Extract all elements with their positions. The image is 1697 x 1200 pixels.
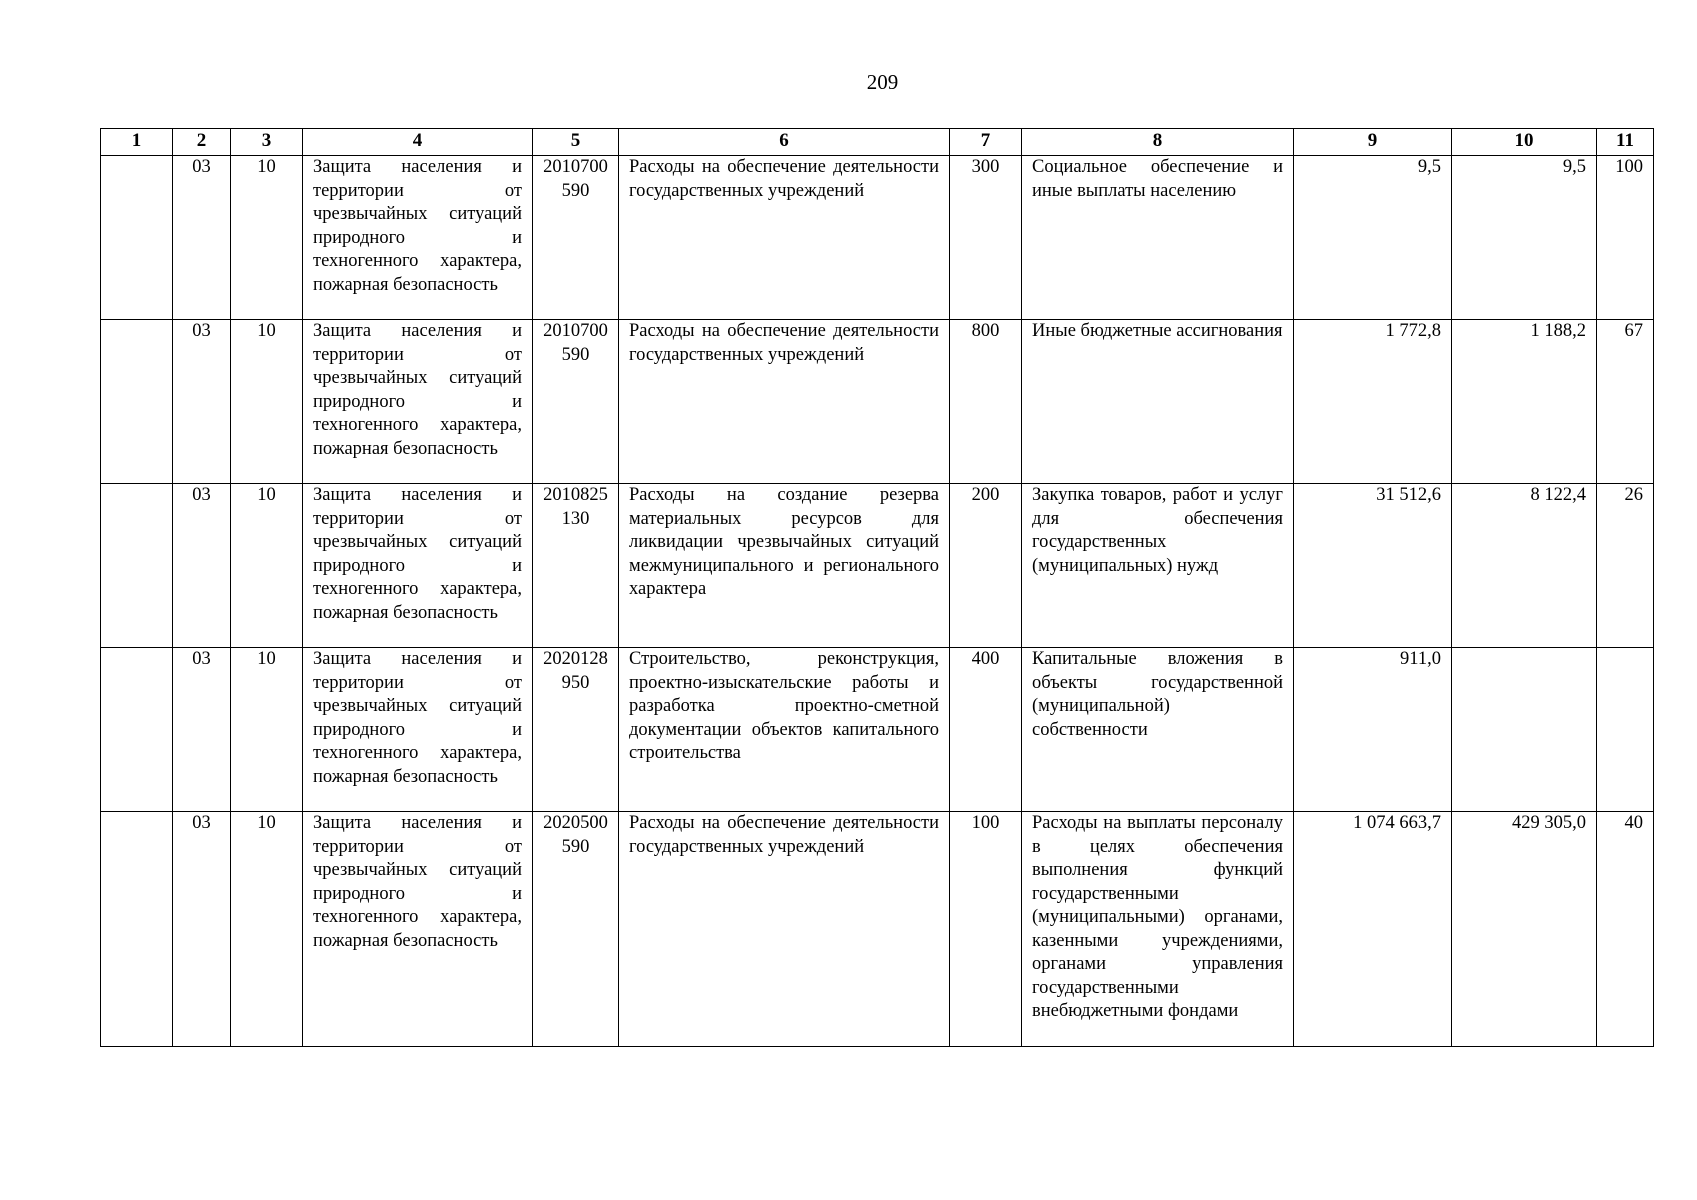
cell-target-article: 2010700590 <box>533 320 619 484</box>
col-header-7: 7 <box>950 129 1022 156</box>
cell-executed: 1 188,2 <box>1452 320 1597 484</box>
cell-section-name: Защита населения и территории от чрезвычайных ситуаций природного и техногенного характера, пожарная безопасность <box>303 484 533 648</box>
table-row <box>101 812 1654 1047</box>
cell-article-name: Расходы на обеспечение деятельности государственных учреждений <box>619 812 950 1047</box>
cell-subsection: 10 <box>231 156 303 320</box>
table-row <box>101 648 1654 812</box>
cell-expense-type: 400 <box>950 648 1022 812</box>
cell-subsection: 10 <box>231 812 303 1047</box>
cell-expense-name: Социальное обеспечение и иные выплаты населению <box>1022 156 1294 320</box>
cell-planned: 1 772,8 <box>1294 320 1452 484</box>
cell-expense-name: Иные бюджетные ассигнования <box>1022 320 1294 484</box>
cell-executed <box>1452 648 1597 812</box>
cell-target-article: 2020500590 <box>533 812 619 1047</box>
cell-c1 <box>101 648 173 812</box>
cell-percent: 100 <box>1597 156 1654 320</box>
cell-article-name: Расходы на создание резерва материальных ресурсов для ликвидации чрезвычайных ситуаций межмуниципального и регионального характера <box>619 484 950 648</box>
cell-section: 03 <box>173 320 231 484</box>
cell-expense-type: 200 <box>950 484 1022 648</box>
table-row <box>101 320 1654 484</box>
col-header-1: 1 <box>101 129 173 156</box>
cell-percent: 40 <box>1597 812 1654 1047</box>
cell-c1 <box>101 156 173 320</box>
cell-subsection: 10 <box>231 320 303 484</box>
cell-c1 <box>101 812 173 1047</box>
cell-section: 03 <box>173 648 231 812</box>
cell-section-name: Защита населения и территории от чрезвычайных ситуаций природного и техногенного характера, пожарная безопасность <box>303 812 533 1047</box>
cell-section: 03 <box>173 156 231 320</box>
table-row <box>101 484 1654 648</box>
cell-expense-name: Капитальные вложения в объекты государственной (муниципальной) собственности <box>1022 648 1294 812</box>
cell-executed: 8 122,4 <box>1452 484 1597 648</box>
cell-target-article: 2010825130 <box>533 484 619 648</box>
cell-section-name: Защита населения и территории от чрезвычайных ситуаций природного и техногенного характера, пожарная безопасность <box>303 648 533 812</box>
cell-article-name: Расходы на обеспечение деятельности государственных учреждений <box>619 156 950 320</box>
cell-target-article: 2020128950 <box>533 648 619 812</box>
cell-executed: 9,5 <box>1452 156 1597 320</box>
cell-section: 03 <box>173 484 231 648</box>
cell-expense-type: 100 <box>950 812 1022 1047</box>
table-row <box>101 156 1654 320</box>
cell-section: 03 <box>173 812 231 1047</box>
cell-planned: 911,0 <box>1294 648 1452 812</box>
cell-article-name: Строительство, реконструкция, проектно-изыскательские работы и разработка проектно-сметной документации объектов капитального строительства <box>619 648 950 812</box>
col-header-9: 9 <box>1294 129 1452 156</box>
cell-percent: 67 <box>1597 320 1654 484</box>
cell-percent: 26 <box>1597 484 1654 648</box>
cell-section-name: Защита населения и территории от чрезвычайных ситуаций природного и техногенного характера, пожарная безопасность <box>303 320 533 484</box>
cell-target-article: 2010700590 <box>533 156 619 320</box>
col-header-11: 11 <box>1597 129 1654 156</box>
cell-planned: 9,5 <box>1294 156 1452 320</box>
cell-subsection: 10 <box>231 484 303 648</box>
cell-c1 <box>101 320 173 484</box>
col-header-8: 8 <box>1022 129 1294 156</box>
col-header-6: 6 <box>619 129 950 156</box>
col-header-2: 2 <box>173 129 231 156</box>
cell-subsection: 10 <box>231 648 303 812</box>
cell-expense-name: Расходы на выплаты персоналу в целях обеспечения выполнения функций государственными (муниципальными) органами, казенными учреждениями, органами управления государственными внебюджетными фондами <box>1022 812 1294 1047</box>
cell-expense-name: Закупка товаров, работ и услуг для обеспечения государственных (муниципальных) нужд <box>1022 484 1294 648</box>
col-header-4: 4 <box>303 129 533 156</box>
page-number: 209 <box>866 70 899 94</box>
cell-percent <box>1597 648 1654 812</box>
cell-planned: 31 512,6 <box>1294 484 1452 648</box>
col-header-5: 5 <box>533 129 619 156</box>
cell-planned: 1 074 663,7 <box>1294 812 1452 1047</box>
col-header-10: 10 <box>1452 129 1597 156</box>
cell-executed: 429 305,0 <box>1452 812 1597 1047</box>
cell-article-name: Расходы на обеспечение деятельности государственных учреждений <box>619 320 950 484</box>
cell-section-name: Защита населения и территории от чрезвычайных ситуаций природного и техногенного характера, пожарная безопасность <box>303 156 533 320</box>
col-header-3: 3 <box>231 129 303 156</box>
budget-table <box>100 128 1654 1047</box>
header-row <box>101 129 1654 156</box>
cell-c1 <box>101 484 173 648</box>
cell-expense-type: 300 <box>950 156 1022 320</box>
cell-expense-type: 800 <box>950 320 1022 484</box>
